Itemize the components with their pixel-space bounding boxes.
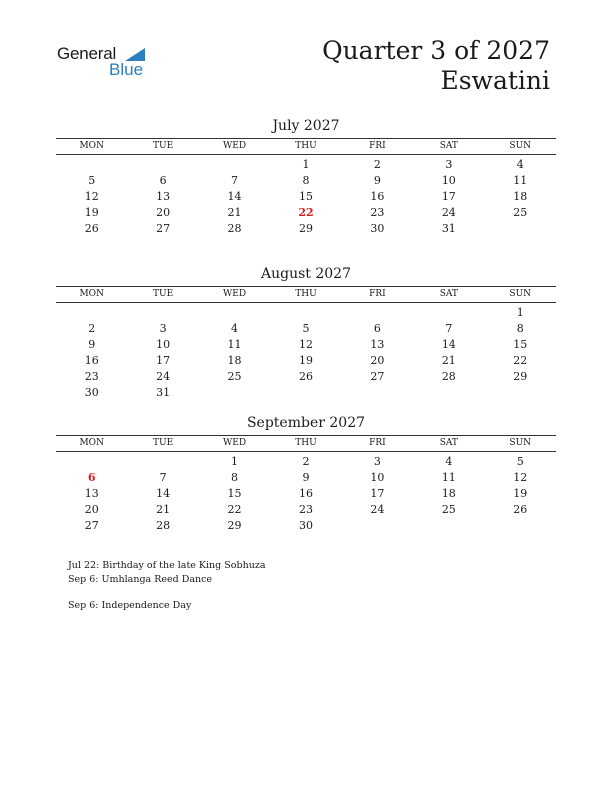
weekday-label: TUE — [153, 141, 174, 151]
day-cell: 23 — [298, 503, 313, 516]
day-cell: 16 — [370, 190, 385, 203]
weekday-label: SAT — [439, 438, 458, 448]
day-cell — [485, 518, 556, 534]
day-cell: 19 — [513, 487, 528, 500]
day-cell: 9 — [302, 471, 310, 484]
weekday-label: FRI — [369, 141, 386, 151]
week-row — [56, 321, 556, 337]
day-cell: 9 — [373, 174, 381, 187]
day-cell: 16 — [84, 354, 99, 367]
day-cell: 30 — [84, 386, 99, 399]
week-row — [56, 173, 556, 189]
day-cell: 25 — [441, 503, 456, 516]
day-cell: 5 — [88, 174, 96, 187]
day-cell: 29 — [513, 370, 528, 383]
day-cell — [127, 454, 198, 470]
weekday-label: SAT — [439, 289, 458, 299]
day-cell: 15 — [513, 338, 528, 351]
day-cell: 7 — [445, 322, 453, 335]
day-cell: 4 — [231, 322, 239, 335]
page-title — [322, 36, 550, 96]
day-cell: 16 — [298, 487, 313, 500]
day-cell: 21 — [441, 354, 456, 367]
day-cell: 28 — [227, 222, 242, 235]
day-cell: 5 — [516, 455, 524, 468]
week-row — [56, 486, 556, 502]
day-cell: 25 — [513, 206, 528, 219]
weekday-label: SUN — [509, 141, 532, 151]
day-cell: 19 — [298, 354, 313, 367]
holiday-notes — [68, 559, 266, 613]
day-cell: 30 — [370, 222, 385, 235]
weekday-label: SAT — [439, 141, 458, 151]
week-row — [56, 189, 556, 205]
day-cell: 31 — [156, 386, 171, 399]
weekday-label: THU — [295, 141, 317, 151]
day-cell: 9 — [88, 338, 96, 351]
weekday-label: MON — [79, 438, 104, 448]
weekday-label: MON — [79, 141, 104, 151]
day-cell — [127, 305, 198, 321]
day-cell: 15 — [298, 190, 313, 203]
week-row — [56, 369, 556, 385]
day-cell: 27 — [84, 519, 99, 532]
weekday-label: TUE — [153, 289, 174, 299]
day-cell: 22 — [513, 354, 528, 367]
day-cell: 12 — [298, 338, 313, 351]
week-row — [56, 221, 556, 237]
day-cell — [413, 305, 484, 321]
holiday-date: 22 — [298, 206, 314, 219]
weekday-label: FRI — [369, 289, 386, 299]
week-row — [56, 353, 556, 369]
day-cell — [270, 385, 341, 401]
week-row — [56, 205, 556, 221]
weekday-label: SUN — [509, 289, 532, 299]
day-cell: 20 — [156, 206, 171, 219]
weekday-label: WED — [223, 438, 247, 448]
day-cell: 22 — [227, 503, 242, 516]
day-cell: 11 — [441, 471, 456, 484]
day-cell — [413, 518, 484, 534]
day-cell: 26 — [513, 503, 528, 516]
weekday-label: MON — [79, 289, 104, 299]
day-cell: 13 — [156, 190, 171, 203]
day-cell: 3 — [373, 455, 381, 468]
week-row — [56, 337, 556, 353]
day-cell: 24 — [156, 370, 171, 383]
day-cell: 29 — [227, 519, 242, 532]
weekday-label: FRI — [369, 438, 386, 448]
day-cell: 14 — [441, 338, 456, 351]
day-cell: 13 — [370, 338, 385, 351]
day-cell — [342, 518, 413, 534]
day-cell: 17 — [156, 354, 171, 367]
week-row — [56, 454, 556, 470]
day-cell: 20 — [370, 354, 385, 367]
day-cell: 17 — [441, 190, 456, 203]
week-row — [56, 502, 556, 518]
holiday-note: Sep 6: Umhlanga Reed Dance — [68, 574, 213, 585]
weekday-label: WED — [223, 289, 247, 299]
day-cell: 28 — [156, 519, 171, 532]
day-cell: 17 — [370, 487, 385, 500]
day-cell — [199, 157, 270, 173]
day-cell: 19 — [84, 206, 99, 219]
day-cell: 27 — [156, 222, 171, 235]
weekday-header — [56, 435, 556, 452]
day-cell: 14 — [156, 487, 171, 500]
day-cell: 10 — [370, 471, 385, 484]
month-september — [56, 414, 556, 534]
day-cell: 2 — [88, 322, 96, 335]
week-row — [56, 385, 556, 401]
day-cell: 1 — [302, 158, 310, 171]
day-cell: 8 — [302, 174, 310, 187]
logo-text-general: General — [57, 44, 117, 63]
day-cell: 30 — [298, 519, 313, 532]
day-cell: 8 — [231, 471, 239, 484]
day-cell — [413, 385, 484, 401]
day-cell: 27 — [370, 370, 385, 383]
day-cell: 6 — [373, 322, 381, 335]
day-cell: 31 — [441, 222, 456, 235]
generalblue-logo — [57, 44, 157, 84]
day-cell: 14 — [227, 190, 242, 203]
day-cell: 3 — [159, 322, 167, 335]
day-cell: 11 — [227, 338, 242, 351]
weekday-header — [56, 286, 556, 303]
title-quarter: Quarter 3 of 2027 — [322, 36, 550, 65]
day-cell: 23 — [370, 206, 385, 219]
day-cell — [270, 305, 341, 321]
day-cell: 2 — [373, 158, 381, 171]
month-july — [56, 117, 556, 237]
day-cell: 28 — [441, 370, 456, 383]
day-cell: 10 — [156, 338, 171, 351]
day-cell: 26 — [298, 370, 313, 383]
day-cell: 1 — [231, 455, 239, 468]
weekday-label: SUN — [509, 438, 532, 448]
day-cell — [342, 305, 413, 321]
month-title: September 2027 — [246, 415, 366, 431]
day-cell — [199, 305, 270, 321]
day-cell: 25 — [227, 370, 242, 383]
week-row — [56, 518, 556, 534]
weekday-header — [56, 138, 556, 155]
day-cell: 5 — [302, 322, 310, 335]
day-cell: 15 — [227, 487, 242, 500]
day-cell: 2 — [302, 455, 310, 468]
holiday-note: Jul 22: Birthday of the late King Sobhuza — [68, 560, 266, 571]
day-cell: 8 — [516, 322, 524, 335]
day-cell: 1 — [516, 306, 524, 319]
day-cell — [485, 221, 556, 237]
day-cell: 4 — [516, 158, 524, 171]
day-cell — [127, 157, 198, 173]
day-cell: 18 — [513, 190, 528, 203]
day-cell — [56, 454, 127, 470]
day-cell: 18 — [227, 354, 242, 367]
weekday-label: THU — [295, 438, 317, 448]
title-country: Eswatini — [440, 66, 550, 95]
week-row — [56, 157, 556, 173]
month-august — [56, 265, 556, 401]
day-cell — [56, 305, 127, 321]
weekday-label: WED — [223, 141, 247, 151]
day-cell: 24 — [370, 503, 385, 516]
week-row — [56, 470, 556, 486]
day-cell: 21 — [227, 206, 242, 219]
holiday-note: Sep 6: Independence Day — [68, 600, 192, 611]
day-cell: 7 — [159, 471, 167, 484]
holiday-date: 6 — [87, 471, 96, 484]
day-cell: 10 — [441, 174, 456, 187]
day-cell: 23 — [84, 370, 99, 383]
day-cell: 21 — [156, 503, 171, 516]
day-cell: 24 — [441, 206, 456, 219]
day-cell: 26 — [84, 222, 99, 235]
day-cell: 20 — [84, 503, 99, 516]
day-cell: 13 — [84, 487, 99, 500]
day-cell — [56, 157, 127, 173]
day-cell: 11 — [513, 174, 528, 187]
day-cell: 4 — [445, 455, 453, 468]
day-cell: 18 — [441, 487, 456, 500]
day-cell — [485, 385, 556, 401]
month-title: July 2027 — [272, 118, 340, 134]
day-cell: 3 — [445, 158, 453, 171]
day-cell: 29 — [298, 222, 313, 235]
month-title: August 2027 — [261, 266, 351, 282]
weekday-label: THU — [295, 289, 317, 299]
logo-text-blue: Blue — [109, 60, 144, 79]
day-cell: 7 — [231, 174, 239, 187]
day-cell: 12 — [513, 471, 528, 484]
day-cell: 6 — [159, 174, 167, 187]
week-row — [56, 305, 556, 321]
day-cell — [342, 385, 413, 401]
day-cell — [199, 385, 270, 401]
weekday-label: TUE — [153, 438, 174, 448]
day-cell: 12 — [84, 190, 99, 203]
